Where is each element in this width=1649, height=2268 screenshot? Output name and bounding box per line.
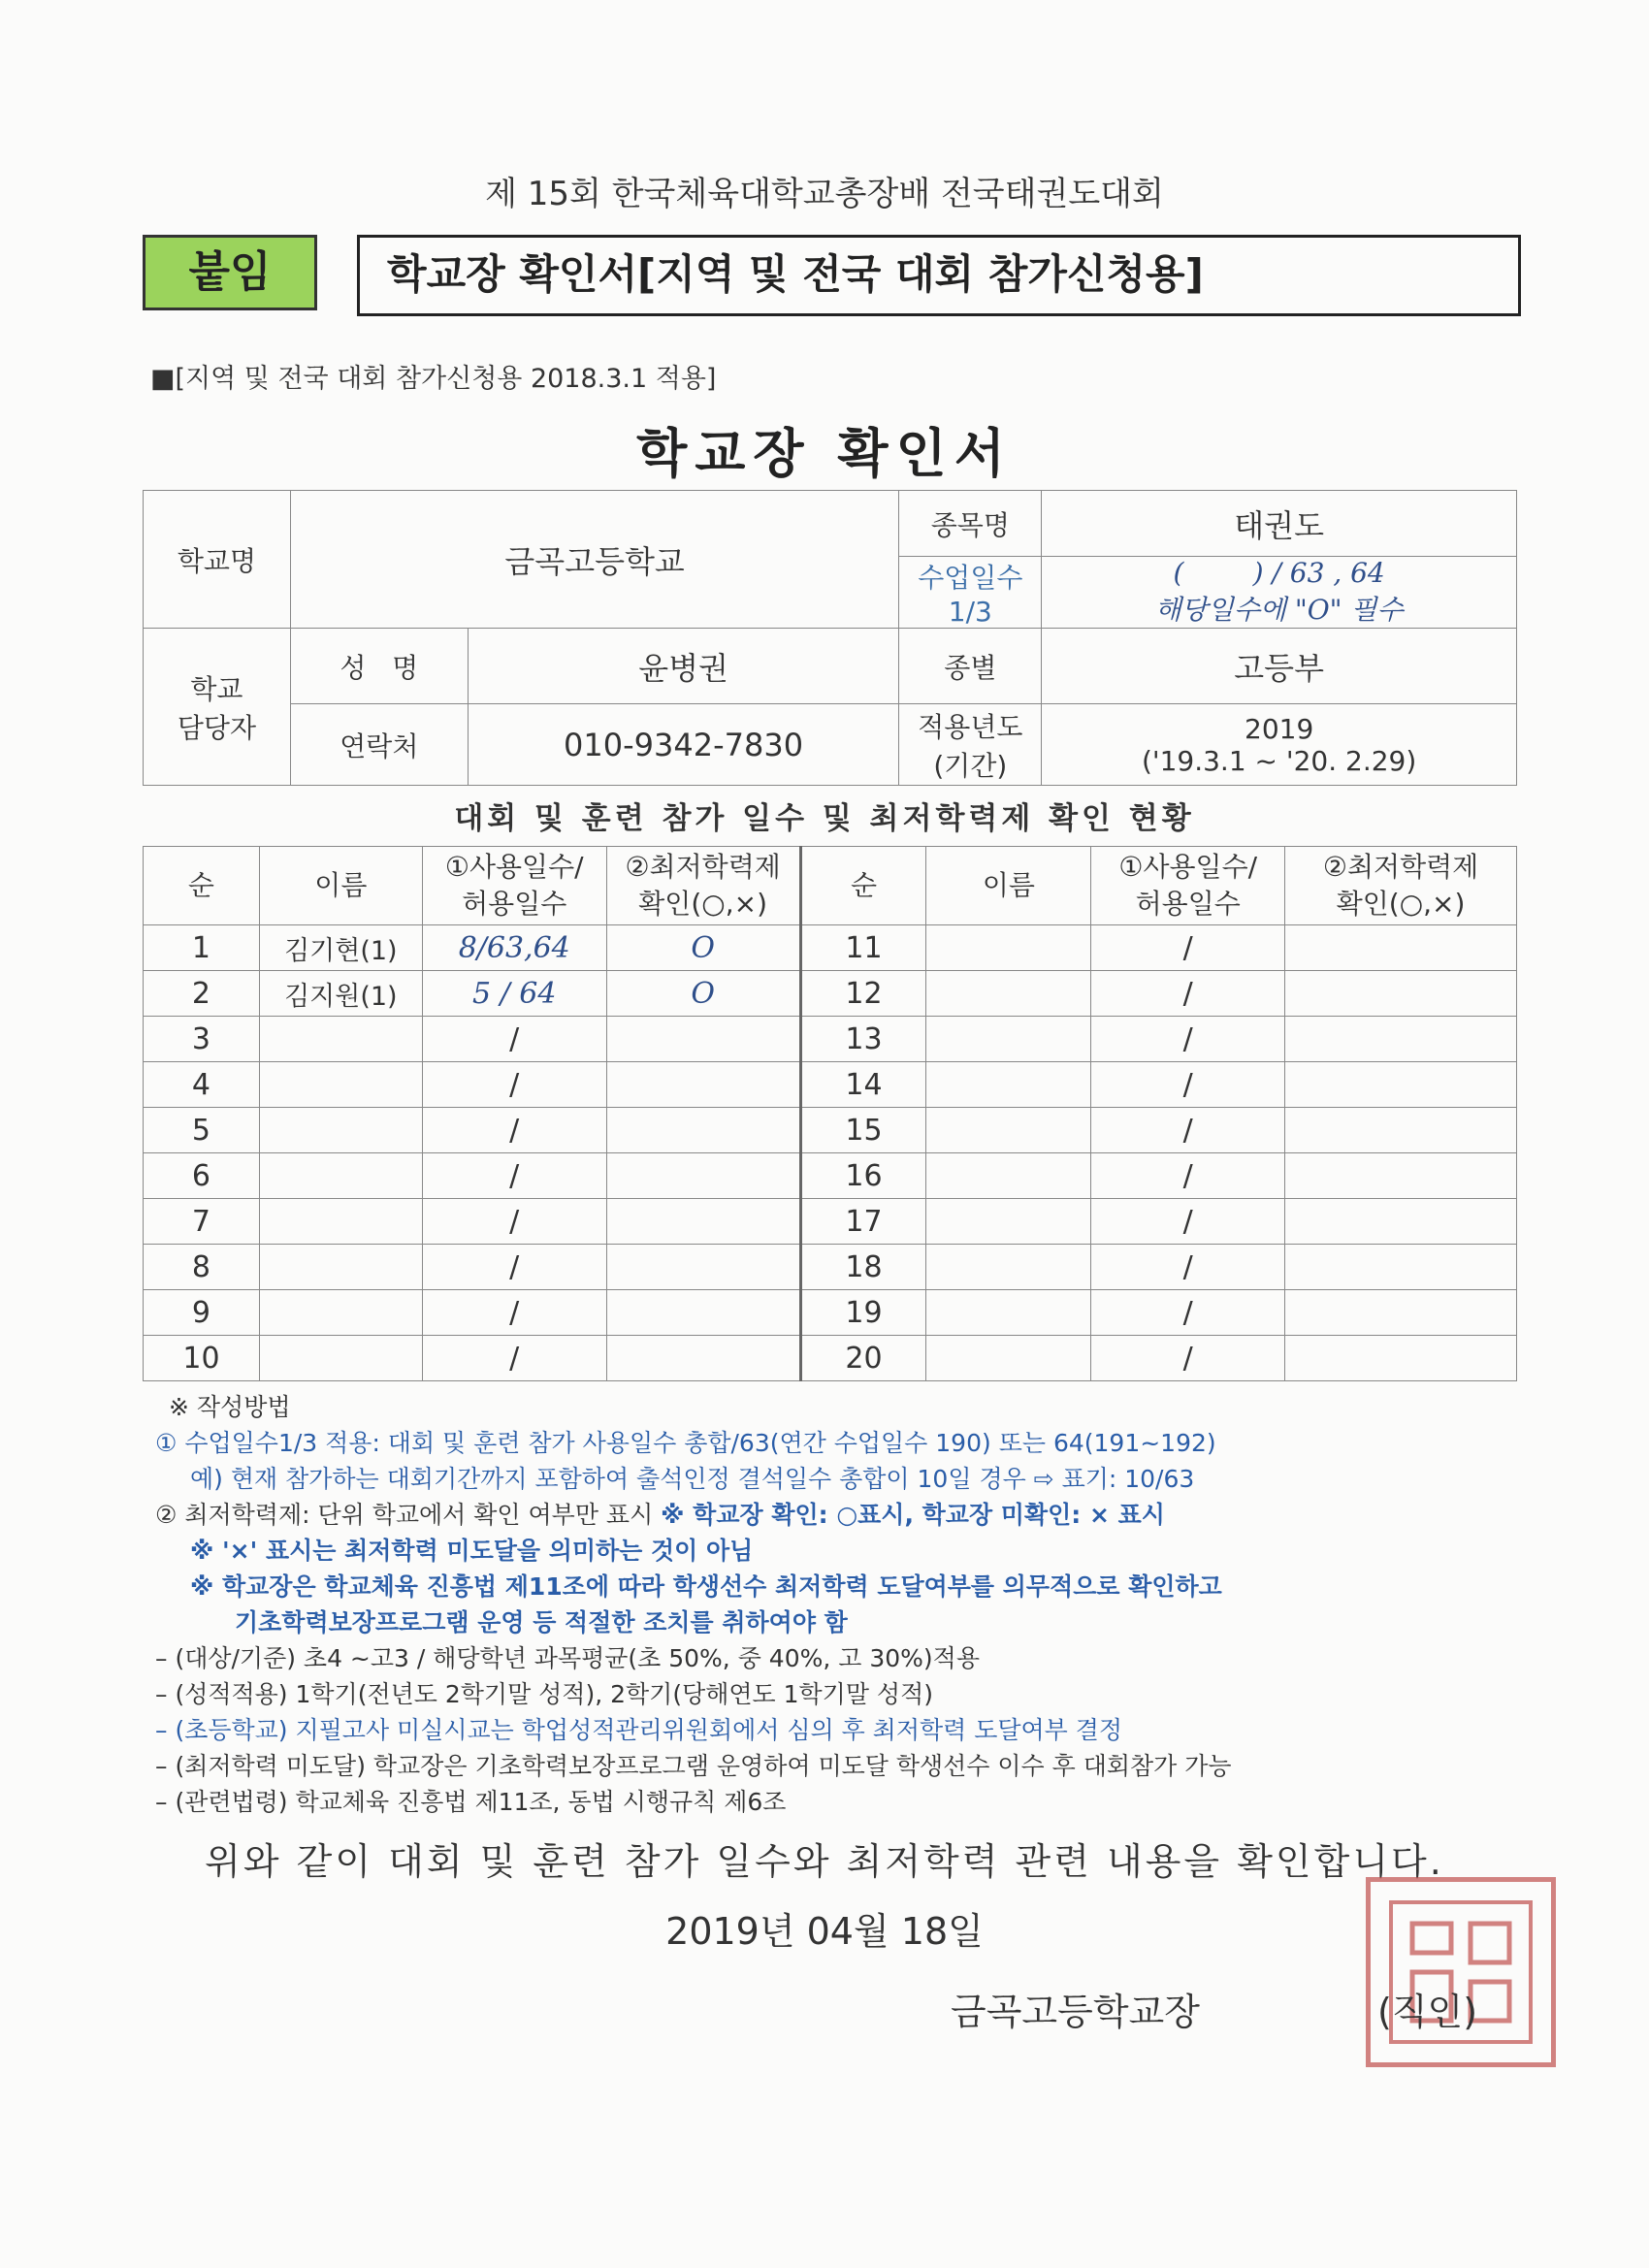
table-row — [144, 971, 1517, 1017]
days-used: / — [422, 1199, 606, 1245]
note-d1: – (대상/기준) 초4 ~고3 / 해당학년 과목평균(초 50%, 중 40%, 고 30%)적용 — [155, 1644, 980, 1672]
note-d5: – (관련법령) 학교체육 진흥법 제11조, 동법 시행규칙 제6조 — [155, 1788, 787, 1816]
note-4b: 기초학력보장프로그램 운영 등 적절한 조치를 취하여야 함 — [235, 1608, 848, 1636]
header-days-2: 허용일수 — [462, 888, 567, 920]
row-no-right: 19 — [800, 1290, 926, 1336]
seal-label: (직인) — [1377, 1991, 1478, 2033]
header-no-right: 순 — [800, 847, 926, 925]
table-row — [144, 1108, 1517, 1153]
school-name-label: 학교명 — [144, 491, 291, 629]
note-d4: – (최저학력 미도달) 학교장은 기초학력보장프로그램 운영하여 미도달 학생선수 이수 후 대회참가 가능 — [155, 1752, 1232, 1780]
row-no-right: 12 — [800, 971, 926, 1017]
division-label: 종별 — [899, 629, 1042, 704]
row-no-right: 18 — [800, 1245, 926, 1290]
note-3: ※ '×' 표시는 최저학력 미도달을 의미하는 것이 아님 — [190, 1537, 754, 1565]
table-row — [144, 925, 1517, 971]
days-used-right: / — [1091, 971, 1285, 1017]
days-used: / — [422, 1062, 606, 1108]
header-check-right-2: 확인(○,×) — [1336, 888, 1466, 920]
min-grade-check-right — [1285, 1017, 1517, 1062]
confirmation-statement: 위와 같이 대회 및 훈련 참가 일수와 최저학력 관련 내용을 확인합니다. — [205, 1840, 1444, 1883]
row-no-right: 17 — [800, 1199, 926, 1245]
sport-value: 태권도 — [1042, 491, 1517, 557]
table-row — [144, 1017, 1517, 1062]
days-used: 8/63,64 — [422, 925, 606, 971]
note-4a: ※ 학교장은 학교체육 진흥법 제11조에 따라 학생선수 최저학력 도달여부를 의무적으로 확인하고 — [190, 1572, 1222, 1601]
division-value: 고등부 — [1042, 629, 1517, 704]
note-2 — [155, 1497, 1533, 1533]
days-used: / — [422, 1017, 606, 1062]
student-name — [259, 1290, 422, 1336]
student-name: 김기현(1) — [259, 925, 422, 971]
row-no: 10 — [144, 1336, 260, 1381]
row-no: 4 — [144, 1062, 260, 1108]
row-no: 3 — [144, 1017, 260, 1062]
note-1a: ① 수업일수1/3 적용: 대회 및 훈련 참가 사용일수 총합/63(연간 수업일수 190) 또는 64(191~192) — [155, 1429, 1216, 1457]
days-used-right: / — [1091, 1290, 1285, 1336]
min-grade-check — [606, 1336, 800, 1381]
principal-signature: 금곡고등학교장 — [951, 1991, 1200, 2033]
contact-name: 윤병권 — [468, 629, 899, 704]
header-days-right — [1091, 847, 1285, 925]
row-no: 7 — [144, 1199, 260, 1245]
row-no-right: 14 — [800, 1062, 926, 1108]
days-used: / — [422, 1290, 606, 1336]
year-label — [899, 704, 1042, 786]
school-name: 금곡고등학교 — [290, 491, 899, 629]
min-grade-check-right — [1285, 1199, 1517, 1245]
days-used: 5 / 64 — [422, 971, 606, 1017]
student-name-right — [926, 925, 1091, 971]
header-days-1: ①사용일수/ — [444, 851, 584, 883]
row-no: 2 — [144, 971, 260, 1017]
header-days-right-1: ①사용일수/ — [1118, 851, 1258, 883]
row-no: 9 — [144, 1290, 260, 1336]
student-name — [259, 1153, 422, 1199]
row-no-right: 11 — [800, 925, 926, 971]
days-used: / — [422, 1336, 606, 1381]
header-no: 순 — [144, 847, 260, 925]
event-title: 제 15회 한국체육대학교총장배 전국태권도대회 — [485, 175, 1164, 213]
min-grade-check-right — [1285, 1153, 1517, 1199]
min-grade-check: O — [606, 925, 800, 971]
min-grade-check-right — [1285, 1336, 1517, 1381]
attachment-badge: 붙임 — [143, 235, 317, 310]
student-name: 김지원(1) — [259, 971, 422, 1017]
applicable-period: ('19.3.1 ~ '20. 2.29) — [1141, 744, 1417, 777]
year-value — [1042, 704, 1517, 786]
row-no: 1 — [144, 925, 260, 971]
phone-label: 연락처 — [290, 704, 468, 786]
days-used-right: / — [1091, 1017, 1285, 1062]
note-2b: ※ 학교장 확인: ○표시, 학교장 미확인: × 표시 — [661, 1501, 1165, 1529]
min-grade-check-right — [1285, 1290, 1517, 1336]
min-grade-check-right — [1285, 925, 1517, 971]
applicability-notice: ■[지역 및 전국 대회 참가신청용 2018.3.1 적용] — [150, 364, 717, 394]
contact-phone: 010-9342-7830 — [468, 704, 899, 786]
student-name-right — [926, 1290, 1091, 1336]
table-row — [144, 1290, 1517, 1336]
class-days-allowed: ( ) / 63 , 64 — [1173, 557, 1385, 589]
min-grade-check-right — [1285, 1245, 1517, 1290]
document-title: 학교장 확인서 — [636, 423, 1013, 484]
days-used-right: / — [1091, 1153, 1285, 1199]
contact-label-2: 담당자 — [177, 711, 256, 744]
student-name — [259, 1017, 422, 1062]
days-used: / — [422, 1153, 606, 1199]
student-name-right — [926, 1062, 1091, 1108]
class-days-label-1: 수업일수 — [918, 562, 1023, 594]
header-check-right-1: ②최저학력제 — [1322, 851, 1479, 883]
note-1b: 예) 현재 참가하는 대회기간까지 포함하여 출석인정 결석일수 총합이 10일 경우 ⇨ 표기: 10/63 — [190, 1465, 1195, 1493]
row-no: 8 — [144, 1245, 260, 1290]
issue-date: 2019년 04월 18일 — [665, 1910, 984, 1953]
table-row — [144, 1153, 1517, 1199]
student-name — [259, 1199, 422, 1245]
note-d3: – (초등학교) 지필고사 미실시교는 학업성적관리위원회에서 심의 후 최저학력 도달여부 결정 — [155, 1716, 1123, 1744]
min-grade-check — [606, 1290, 800, 1336]
min-grade-check — [606, 1245, 800, 1290]
header-check-2: 확인(○,×) — [638, 888, 767, 920]
contact-label-1: 학교 — [190, 672, 243, 705]
instructions-heading: ※ 작성방법 — [169, 1393, 291, 1421]
days-used-right: / — [1091, 1108, 1285, 1153]
row-no-right: 20 — [800, 1336, 926, 1381]
class-days-label-2: 1/3 — [948, 596, 992, 628]
student-name-right — [926, 1245, 1091, 1290]
header-check-1: ②최저학력제 — [625, 851, 781, 883]
year-label-1: 적용년도 — [918, 710, 1023, 743]
class-days-value — [1042, 557, 1517, 629]
student-name-right — [926, 1199, 1091, 1245]
min-grade-check-right — [1285, 971, 1517, 1017]
student-name-right — [926, 1108, 1091, 1153]
official-seal-icon — [1366, 1877, 1556, 2067]
table-row — [144, 1199, 1517, 1245]
student-name — [259, 1062, 422, 1108]
min-grade-check — [606, 1108, 800, 1153]
days-used-right: / — [1091, 1336, 1285, 1381]
table-row — [144, 1062, 1517, 1108]
header-days — [422, 847, 606, 925]
header-name-right: 이름 — [926, 847, 1091, 925]
student-name — [259, 1108, 422, 1153]
student-name — [259, 1336, 422, 1381]
days-used-right: / — [1091, 1245, 1285, 1290]
days-used-right: / — [1091, 1062, 1285, 1108]
form-title: 학교장 확인서[지역 및 전국 대회 참가신청용] — [357, 235, 1521, 316]
participation-table — [143, 846, 1517, 1381]
min-grade-check-right — [1285, 1062, 1517, 1108]
header-days-right-2: 허용일수 — [1135, 888, 1241, 920]
student-name — [259, 1245, 422, 1290]
class-days-label — [899, 557, 1042, 629]
header-name: 이름 — [259, 847, 422, 925]
student-name-right — [926, 971, 1091, 1017]
applicable-year: 2019 — [1245, 712, 1314, 745]
days-used: / — [422, 1108, 606, 1153]
year-label-2: (기간) — [933, 749, 1008, 782]
days-used: / — [422, 1245, 606, 1290]
min-grade-check-right — [1285, 1108, 1517, 1153]
header-check-right — [1285, 847, 1517, 925]
sport-label: 종목명 — [899, 491, 1042, 557]
row-no-right: 15 — [800, 1108, 926, 1153]
instructions — [155, 1389, 1533, 1820]
row-no: 6 — [144, 1153, 260, 1199]
table-row — [144, 1245, 1517, 1290]
note-d2: – (성적적용) 1학기(전년도 2학기말 성적), 2학기(당해연도 1학기말 성적) — [155, 1680, 933, 1708]
row-no-right: 13 — [800, 1017, 926, 1062]
min-grade-check — [606, 1153, 800, 1199]
table-row — [144, 1336, 1517, 1381]
days-used-right: / — [1091, 1199, 1285, 1245]
note-2a: ② 최저학력제: 단위 학교에서 확인 여부만 표시 — [155, 1501, 654, 1529]
class-days-note: 해당일수에 "O" 필수 — [1154, 594, 1404, 626]
row-no: 5 — [144, 1108, 260, 1153]
header-check — [606, 847, 800, 925]
name-label: 성 명 — [290, 629, 468, 704]
student-name-right — [926, 1153, 1091, 1199]
min-grade-check: O — [606, 971, 800, 1017]
section-title: 대회 및 훈련 참가 일수 및 최저학력제 확인 현황 — [454, 801, 1195, 836]
days-used-right: / — [1091, 925, 1285, 971]
student-name-right — [926, 1336, 1091, 1381]
school-info-table — [143, 490, 1517, 786]
student-name-right — [926, 1017, 1091, 1062]
min-grade-check — [606, 1017, 800, 1062]
min-grade-check — [606, 1062, 800, 1108]
row-no-right: 16 — [800, 1153, 926, 1199]
min-grade-check — [606, 1199, 800, 1245]
contact-person-label — [144, 629, 291, 786]
